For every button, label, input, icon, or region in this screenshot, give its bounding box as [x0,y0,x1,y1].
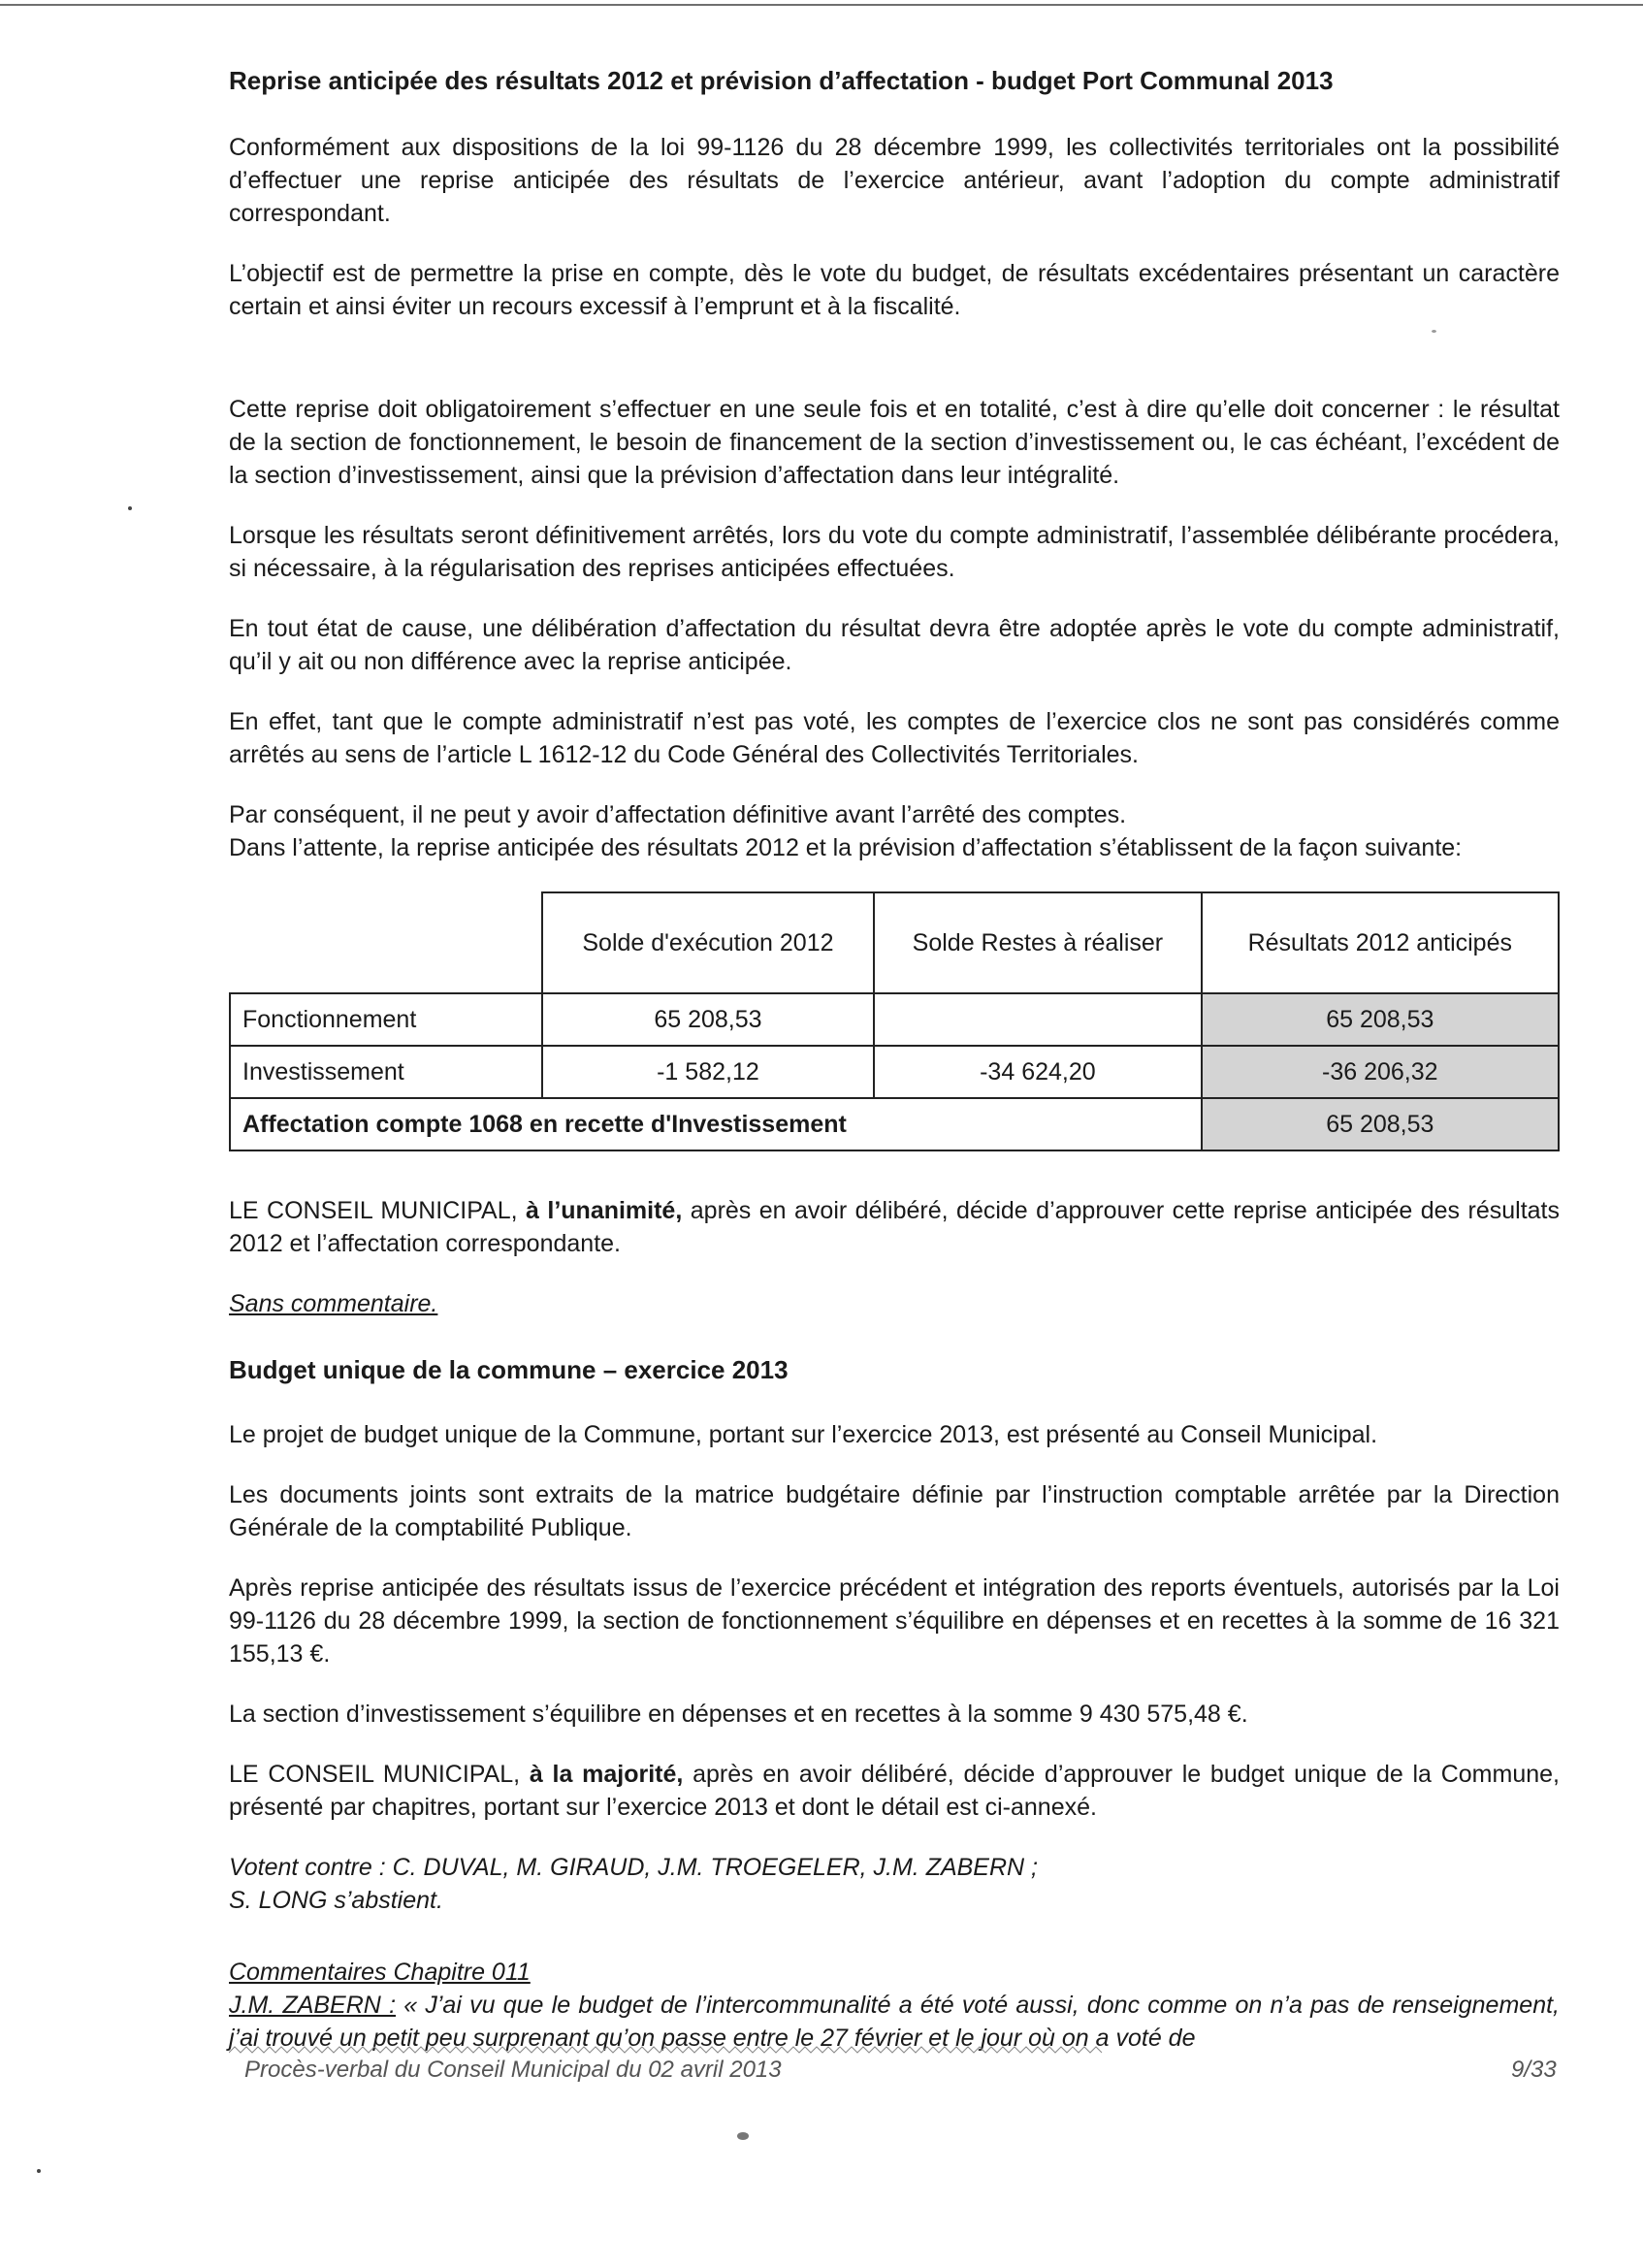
paragraph: En effet, tant que le compte administratif n’est pas voté, les comptes de l’exercice clos ne sont pas considérés comme arrêtés au sens de l’article L 1612-12 du Code Général des Collectivités Territoriales. [229,708,1560,768]
decision-paragraph: LE CONSEIL MUNICIPAL, à la majorité, après en avoir délibéré, décide d’approuver le budget unique de la Commune, présenté par chapitres, portant sur l’exercice 2013 et dont le détail est ci-annexé. [229,1761,1560,1821]
section-title-reprise: Reprise anticipée des résultats 2012 et prévision d’affectation - budget Port Communal 2013 [229,66,1334,95]
votes-contre: Votent contre : C. DUVAL, M. GIRAUD, J.M. TROEGELER, J.M. ZABERN ; [229,1854,1038,1881]
paragraph: Les documents joints sont extraits de la matrice budgétaire définie par l’instruction comptable arrêtée par la Direction Générale de la comptabilité Publique. [229,1481,1560,1541]
footer-document-title: Procès-verbal du Conseil Municipal du 02 avril 2013 [244,2057,782,2083]
paragraph: Après reprise anticipée des résultats issus de l’exercice précédent et intégration des reports éventuels, autorisés par la Loi 99-1126 du 28 décembre 1999, la section de fonctionnement s’équilibre en dépenses et en recettes à la somme de 16 321 155,13 €. [229,1574,1560,1668]
header-solde-restes: Solde Restes à réaliser [874,892,1201,993]
top-rule [0,4,1643,6]
cell-resultat: -36 206,32 [1202,1046,1559,1098]
paragraph: L’objectif est de permettre la prise en compte, dès le vote du budget, de résultats excédentaires présentant un caractère certain et ainsi éviter un recours excessif à l’emprunt et à la fiscalité. [229,260,1560,320]
table-header-row [230,892,1559,993]
table-row-affectation [230,1098,1559,1150]
results-table [229,891,1560,1151]
scan-speck [128,506,132,510]
paragraph: La section d’investissement s’équilibre en dépenses et en recettes à la somme 9 430 575,48 €. [229,1701,1248,1728]
cell-solde: 65 208,53 [542,993,875,1046]
header-resultats-anticipes: Résultats 2012 anticipés [1202,892,1559,993]
paragraph: Dans l’attente, la reprise anticipée des résultats 2012 et la prévision d’affectation s’établissent de la façon suivante: [229,834,1463,861]
header-solde-execution: Solde d'exécution 2012 [542,892,875,993]
row-label: Investissement [230,1046,542,1098]
cell-restes [874,993,1201,1046]
cell-resultat: 65 208,53 [1202,993,1559,1046]
paragraph: En tout état de cause, une délibération d’affectation du résultat devra être adoptée après le vote du compte administratif, qu’il y ait ou non différence avec la reprise anticipée. [229,615,1560,675]
vote-result: à l’unanimité, [526,1197,683,1224]
section-title-budget: Budget unique de la commune – exercice 2013 [229,1355,789,1384]
comment-quote: J.M. ZABERN : « J’ai vu que le budget de l’intercommunalité a été voté aussi, donc comme on n’a pas de renseignement, j’ai trouvé un petit peu surprenant qu’on passe entre le 27 février et le jour où on a voté de [229,1992,1560,2052]
scan-speck [37,2169,41,2173]
affectation-value: 65 208,53 [1202,1098,1559,1150]
comment-note: Sans commentaire. [229,1290,438,1317]
decision-paragraph: LE CONSEIL MUNICIPAL, à l’unanimité, après en avoir délibéré, décide d’approuver cette reprise anticipée des résultats 2012 et l’affectation correspondante. [229,1197,1560,1257]
paragraph: Le projet de budget unique de la Commune, portant sur l’exercice 2013, est présenté au Conseil Municipal. [229,1421,1378,1448]
affectation-label: Affectation compte 1068 en recette d'Investissement [230,1098,1202,1150]
footer-wavy-rule [229,2045,1560,2057]
page-number: 9/33 [1511,2057,1557,2083]
table-row [230,1046,1559,1098]
paragraph: Par conséquent, il ne peut y avoir d’affectation définitive avant l’arrêté des comptes. [229,801,1127,828]
paragraph: Cette reprise doit obligatoirement s’effectuer en une seule fois et en totalité, c’est à dire qu’elle doit concerner : le résultat de la section de fonctionnement, le besoin de financement de la section d’investissement ou, le cas échéant, l’excédent de la section d’investissement, ainsi que la prévision d’affectation dans leur intégralité. [229,396,1560,489]
votes-abstention: S. LONG s’abstient. [229,1887,443,1914]
paragraph: Lorsque les résultats seront définitivement arrêtés, lors du vote du compte administratif, l’assemblée délibérante procédera, si nécessaire, à la régularisation des reprises anticipées effectuées. [229,522,1560,582]
paragraph: Conformément aux dispositions de la loi 99-1126 du 28 décembre 1999, les collectivités territoriales ont la possibilité d’effectuer une reprise anticipée des résultats de l’exercice antérieur, avant l’adoption du compte administratif correspondant. [229,134,1560,227]
comment-heading: Commentaires Chapitre 011 [229,1959,531,1986]
speaker-name: J.M. ZABERN : [229,1992,397,2019]
table-row [230,993,1559,1046]
scan-speck [737,2132,749,2140]
cell-solde: -1 582,12 [542,1046,875,1098]
row-label: Fonctionnement [230,993,542,1046]
scan-speck [1432,330,1436,333]
vote-result: à la majorité, [529,1761,684,1788]
cell-restes: -34 624,20 [874,1046,1201,1098]
page-content [229,66,1560,2082]
